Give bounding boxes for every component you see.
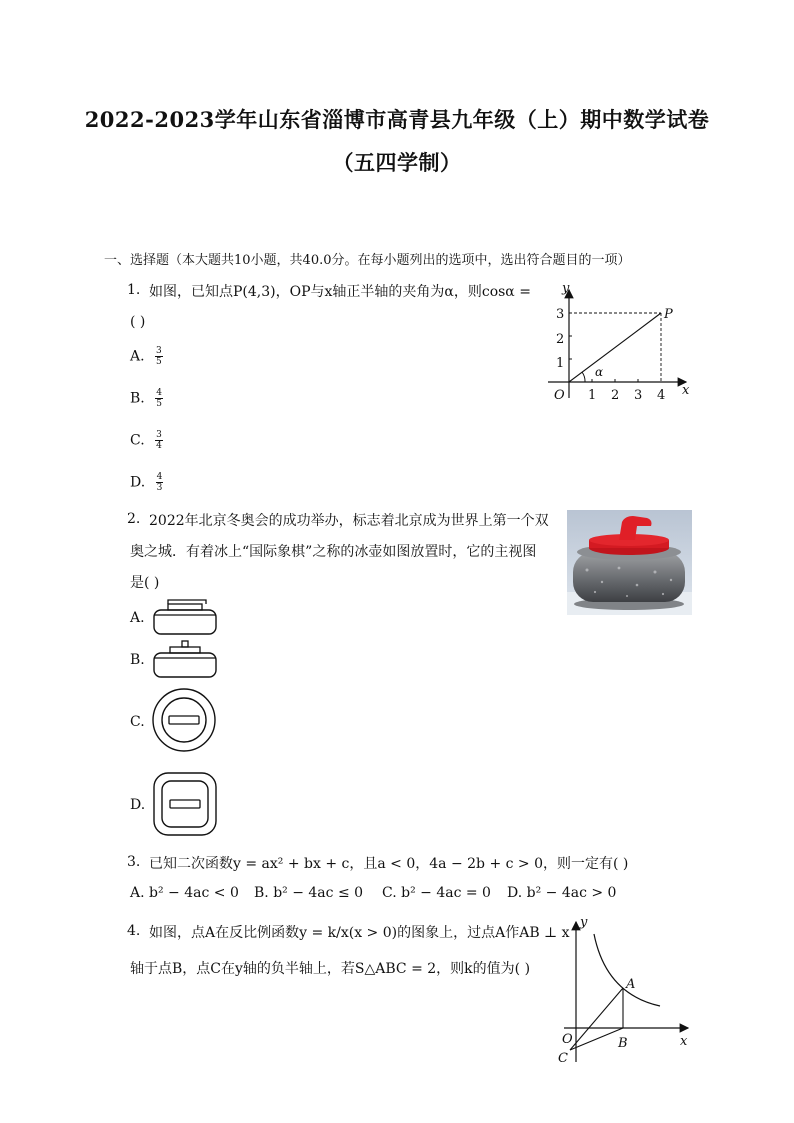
- section-header: 一、选择题（本大题共10小题，共40.0分。在每小题列出的选项中，选出符合题目的一项）: [104, 253, 631, 268]
- q2-option-b-figure[interactable]: [150, 638, 222, 680]
- q4-text-line2: 轴于点B，点C在y轴的负半轴上，若S△ABC = 2，则k的值为( ): [130, 961, 531, 977]
- q1-xtick-4: 4: [657, 388, 666, 403]
- q4-point-a-label: A: [626, 977, 636, 992]
- q3-option-a[interactable]: A. b² − 4ac < 0: [130, 885, 239, 901]
- q1-option-d-fraction: $\frac{4}{3}$: [156, 472, 163, 493]
- q1-text: 如图，已知点P(4,3)，OP与x轴正半轴的夹角为α，则cosα =: [149, 284, 531, 300]
- q2-option-c-figure[interactable]: [150, 686, 220, 756]
- q1-option-b-fraction: $\frac{4}{5}$: [156, 388, 162, 409]
- q4-point-c-label: C: [558, 1051, 568, 1066]
- q1-option-b[interactable]: [130, 388, 163, 409]
- q4-y-label: y: [580, 915, 588, 930]
- q3-option-d[interactable]: D. b² − 4ac > 0: [507, 885, 617, 901]
- q1-ytick-2: 2: [556, 332, 565, 347]
- q1-alpha-label: α: [595, 365, 604, 379]
- q1-option-c[interactable]: [130, 430, 163, 451]
- q1-option-d-label: D.: [130, 474, 146, 491]
- q3-option-b[interactable]: B. b² − 4ac ≤ 0: [254, 885, 364, 901]
- q2-option-a-figure[interactable]: [150, 596, 222, 638]
- q2-text-line2: 奥之城．有着冰上“国际象棋”之称的冰壶如图放置时，它的主视图: [130, 544, 537, 560]
- q2-option-c-label: C.: [130, 714, 145, 730]
- q2-number: 2.: [127, 511, 141, 527]
- q1-option-c-fraction: $\frac{3}{4}$: [156, 430, 162, 451]
- q4-number: 4.: [127, 923, 141, 939]
- q2-option-d-figure[interactable]: [150, 770, 222, 838]
- q3-number: 3.: [127, 854, 141, 870]
- q1-option-a[interactable]: [130, 346, 163, 367]
- q1-option-c-label: C.: [130, 432, 145, 449]
- q1-xtick-2: 2: [611, 388, 620, 403]
- exam-title: 2022-2023学年山东省淄博市高青县九年级（上）期中数学试卷: [84, 107, 710, 132]
- q1-figure: [540, 276, 700, 406]
- q1-point-p-label: P: [664, 307, 673, 322]
- q1-xtick-3: 3: [634, 388, 643, 403]
- q3-option-c[interactable]: C. b² − 4ac = 0: [382, 885, 491, 901]
- q1-segment-op: [569, 313, 661, 382]
- q1-option-a-fraction: $\frac{3}{5}$: [156, 346, 162, 367]
- q2-text-line1: 2022年北京冬奥会的成功举办，标志着北京成为世界上第一个双: [149, 513, 549, 529]
- q4-text-line1: 如图，点A在反比例函数y = k/x(x > 0)的图象上，过点A作AB ⊥ x: [149, 925, 570, 941]
- q1-ytick-3: 3: [556, 307, 565, 322]
- q1-option-a-label: A.: [130, 348, 145, 365]
- q1-ytick-1: 1: [556, 356, 565, 371]
- q4-segment-ac: [570, 988, 623, 1050]
- q1-option-b-label: B.: [130, 390, 145, 407]
- q1-y-label: y: [562, 281, 570, 296]
- q1-angle-arc: [582, 372, 585, 382]
- q2-option-b-label: B.: [130, 652, 145, 668]
- q4-hyperbola: [594, 934, 660, 1006]
- q1-number: 1.: [127, 282, 141, 298]
- q4-figure: [548, 912, 698, 1072]
- q1-origin-label: O: [554, 388, 565, 403]
- q4-x-label: x: [680, 1034, 688, 1049]
- q2-option-d-label: D.: [130, 797, 146, 813]
- q4-segment-cb: [570, 1028, 623, 1050]
- q2-option-a-label: A.: [130, 610, 145, 626]
- q1-x-label: x: [682, 383, 690, 398]
- exam-subtitle: （五四学制）: [332, 150, 462, 175]
- q1-xtick-1: 1: [588, 388, 597, 403]
- q1-answer-paren: ( ): [130, 314, 146, 330]
- q2-text-line3: 是( ): [130, 575, 160, 591]
- curling-stone-photo: [567, 510, 692, 615]
- q3-text: 已知二次函数y = ax² + bx + c，且a < 0，4a − 2b + c > 0，则一定有( ): [149, 856, 629, 872]
- q1-option-d[interactable]: [130, 472, 163, 493]
- q4-origin-label: O: [562, 1032, 573, 1047]
- q4-point-b-label: B: [618, 1036, 628, 1051]
